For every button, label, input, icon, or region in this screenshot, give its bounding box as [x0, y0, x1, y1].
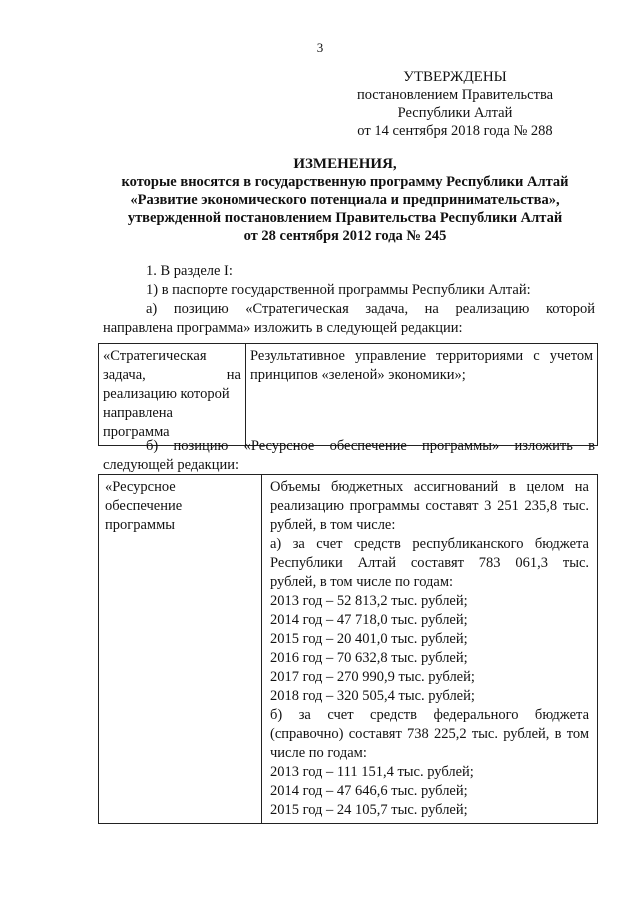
cell-line: задача, на — [103, 367, 241, 383]
year-line: 2014 год – 47 718,0 тыс. рублей; — [270, 612, 468, 628]
page-number: 3 — [316, 40, 324, 55]
cell-line: реализацию которой — [103, 386, 230, 402]
paragraph-section: 1. В разделе I: — [146, 263, 233, 279]
approval-line: от 14 сентября 2018 года № 288 — [357, 123, 553, 139]
cell-line: Объемы бюджетных ассигнований в целом на — [270, 479, 589, 495]
cell-line: обеспечение — [105, 498, 183, 514]
paragraph-item-a: а) позицию «Стратегическая задача, на реализацию которой — [146, 301, 595, 317]
title-line: которые вносятся в государственную программу Республики Алтай — [121, 174, 569, 190]
table-label-cell — [99, 344, 246, 446]
cell-line: программа — [103, 424, 170, 440]
cell-line: рублей, в том числе: — [270, 517, 396, 533]
year-line: 2014 год – 47 646,6 тыс. рублей; — [270, 783, 468, 799]
year-line: 2013 год – 111 151,4 тыс. рублей; — [270, 764, 474, 780]
paragraph-item-a-cont: направлена программа» изложить в следующей редакции: — [103, 320, 463, 336]
cell-line: «Ресурсное — [105, 479, 176, 495]
year-line: 2013 год – 52 813,2 тыс. рублей; — [270, 593, 468, 609]
title-main: ИЗМЕНЕНИЯ, — [293, 156, 397, 172]
paragraph-passport: 1) в паспорте государственной программы Республики Алтай: — [146, 282, 531, 298]
cell-line: Республики Алтай составят 783 061,3 тыс. — [270, 555, 589, 571]
year-line: 2015 год – 20 401,0 тыс. рублей; — [270, 631, 468, 647]
table-value-cell — [246, 344, 598, 446]
paragraph-item-b-cont: следующей редакции: — [103, 457, 240, 473]
cell-line: «Стратегическая — [103, 348, 207, 364]
approval-line: постановлением Правительства — [356, 87, 554, 103]
cell-line: (справочно) составят 738 225,2 тыс. рублей, в том — [270, 726, 589, 742]
strategic-task-table — [98, 343, 598, 446]
cell-line: программы — [105, 517, 175, 533]
cell-line: Результативное управление территориями с учетом — [250, 348, 593, 364]
resource-table — [98, 474, 598, 824]
title-line: «Развитие экономического потенциала и предпринимательства», — [130, 192, 560, 208]
year-line: 2018 год – 320 505,4 тыс. рублей; — [270, 688, 475, 704]
year-line: 2015 год – 24 105,7 тыс. рублей; — [270, 802, 468, 818]
title-line: от 28 сентября 2012 года № 245 — [243, 228, 447, 244]
approval-heading: УТВЕРЖДЕНЫ — [403, 69, 507, 85]
year-line: 2016 год – 70 632,8 тыс. рублей; — [270, 650, 468, 666]
cell-line: б) за счет средств федерального бюджета — [270, 707, 589, 723]
document-title — [100, 155, 590, 245]
cell-line: числе по годам: — [270, 745, 367, 761]
cell-line: реализацию программы составят 3 251 235,8 тыс. — [270, 498, 589, 514]
table-label-cell — [99, 475, 262, 824]
table-value-cell — [262, 475, 598, 824]
approval-line: Республики Алтай — [397, 105, 513, 121]
cell-line: рублей, в том числе по годам: — [270, 574, 454, 590]
paragraph-item-b: б) позицию «Ресурсное обеспечение программы» изложить в — [146, 438, 595, 454]
approval-stamp — [330, 68, 580, 140]
cell-line: принципов «зеленой» экономики»; — [250, 367, 466, 383]
year-line: 2017 год – 270 990,9 тыс. рублей; — [270, 669, 475, 685]
cell-line: а) за счет средств республиканского бюджета — [270, 536, 589, 552]
cell-line: направлена — [103, 405, 173, 421]
title-line: утвержденной постановлением Правительства Республики Алтай — [127, 210, 563, 226]
